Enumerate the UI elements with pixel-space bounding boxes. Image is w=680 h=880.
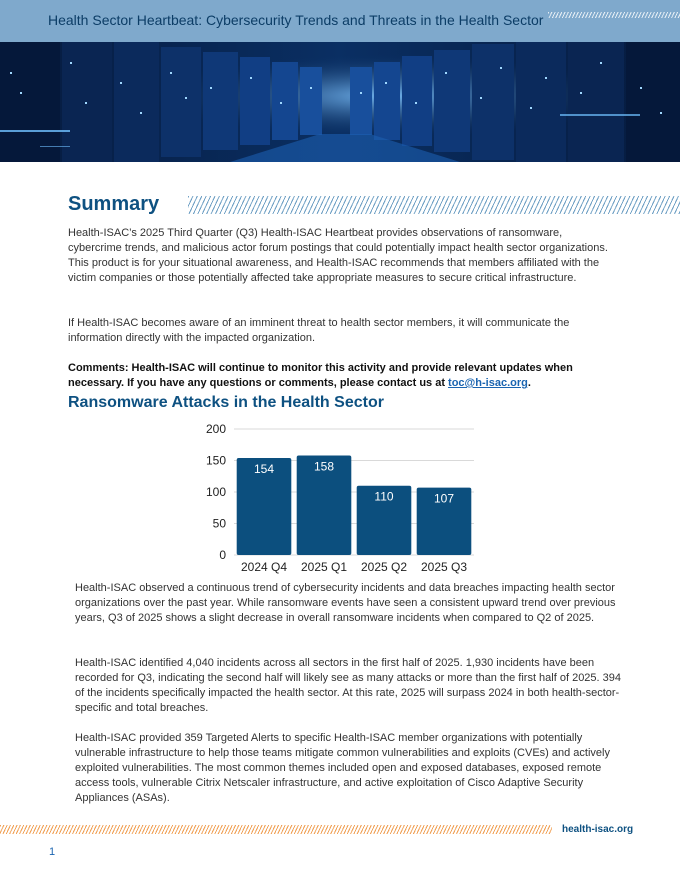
y-tick-label: 150	[205, 453, 226, 468]
bar-data-label: 154	[253, 461, 275, 476]
summary-paragraph-1: Health-ISAC’s 2025 Third Quarter (Q3) Health-ISAC Heartbeat provides observations of ransomware, cybercrime trends, and malicious actor forum postings that could potentially impact health sector organizations. This product is for your situational awareness, and Health-ISAC recommends that members affiliated with the victim companies or those potentially affected take appropriate measures to secure critical infrastructure.	[68, 227, 608, 284]
footer-hatch-decoration	[0, 825, 552, 834]
ransomware-paragraph-2: Health-ISAC identified 4,040 incidents across all sectors in the first half of 2025. 1,930 incidents have been recorded for Q3, indicating the second half will likely see as many attacks or more than the first half of 2025. 394 of the incidents specifically impacted the health sector. At this rate, 2025 will surpass 2024 in both health-sector-specific and total breaches.	[75, 657, 622, 714]
bar-data-label: 158	[313, 459, 335, 474]
document-title: Health Sector Heartbeat: Cybersecurity Trends and Threats in the Health Sector	[48, 12, 544, 28]
summary-heading: Summary	[68, 193, 160, 215]
ransomware-paragraph-3: Health-ISAC provided 359 Targeted Alerts to specific Health-ISAC member organizations with potentially vulnerable infrastructure to help those teams mitigate common vulnerabilities and exploits (CVEs) and actively exploited vulnerabilities. The most common themes included open and exposed databases, exposed remote access tools, vulnerable Citrix Netscaler infrastructure, and active exploitation of Cisco Adaptive Security Appliances (ASAs).	[75, 732, 610, 804]
ransomware-heading: Ransomware Attacks in the Health Sector	[68, 394, 384, 411]
hero-image-server-room	[0, 42, 680, 162]
header-bar	[0, 0, 680, 42]
ransomware-bar-chart	[196, 418, 486, 578]
y-tick-label: 0	[219, 548, 226, 562]
comments-paragraph	[68, 361, 608, 391]
y-tick-label: 50	[212, 516, 226, 531]
x-tick-label: 2024 Q4	[240, 560, 288, 574]
comments-text: Comments: Health-ISAC will continue to monitor this activity and provide relevant updates when necessary. If you have any questions or comments, please contact us at	[68, 362, 573, 389]
x-tick-label: 2025 Q2	[360, 560, 408, 574]
comments-end: .	[527, 377, 531, 389]
x-tick-label: 2025 Q3	[420, 560, 468, 574]
y-tick-label: 200	[205, 422, 226, 436]
contact-email-link[interactable]: toc@h-isac.org	[448, 377, 528, 389]
page-number: 1	[49, 846, 56, 858]
bar-data-label: 107	[433, 491, 455, 506]
bar-data-label: 110	[374, 489, 394, 504]
summary-paragraph-2: If Health-ISAC becomes aware of an imminent threat to health sector members, it will communicate the information directly with the impacted organization.	[68, 317, 570, 344]
y-tick-label: 100	[205, 485, 226, 499]
ransomware-paragraph-1: Health-ISAC observed a continuous trend of cybersecurity incidents and data breaches impacting health sector organizations over the past year. While ransomware events have seen a consistent upward trend over previous years, Q3 of 2025 shows a slight decrease in overall ransomware incidents when compared to Q2 of 2025.	[75, 582, 616, 624]
summary-hatch-decoration	[188, 196, 680, 214]
footer-url[interactable]: health-isac.org	[562, 824, 634, 835]
header-hatch-decoration	[548, 12, 680, 18]
x-tick-label: 2025 Q1	[300, 560, 348, 574]
